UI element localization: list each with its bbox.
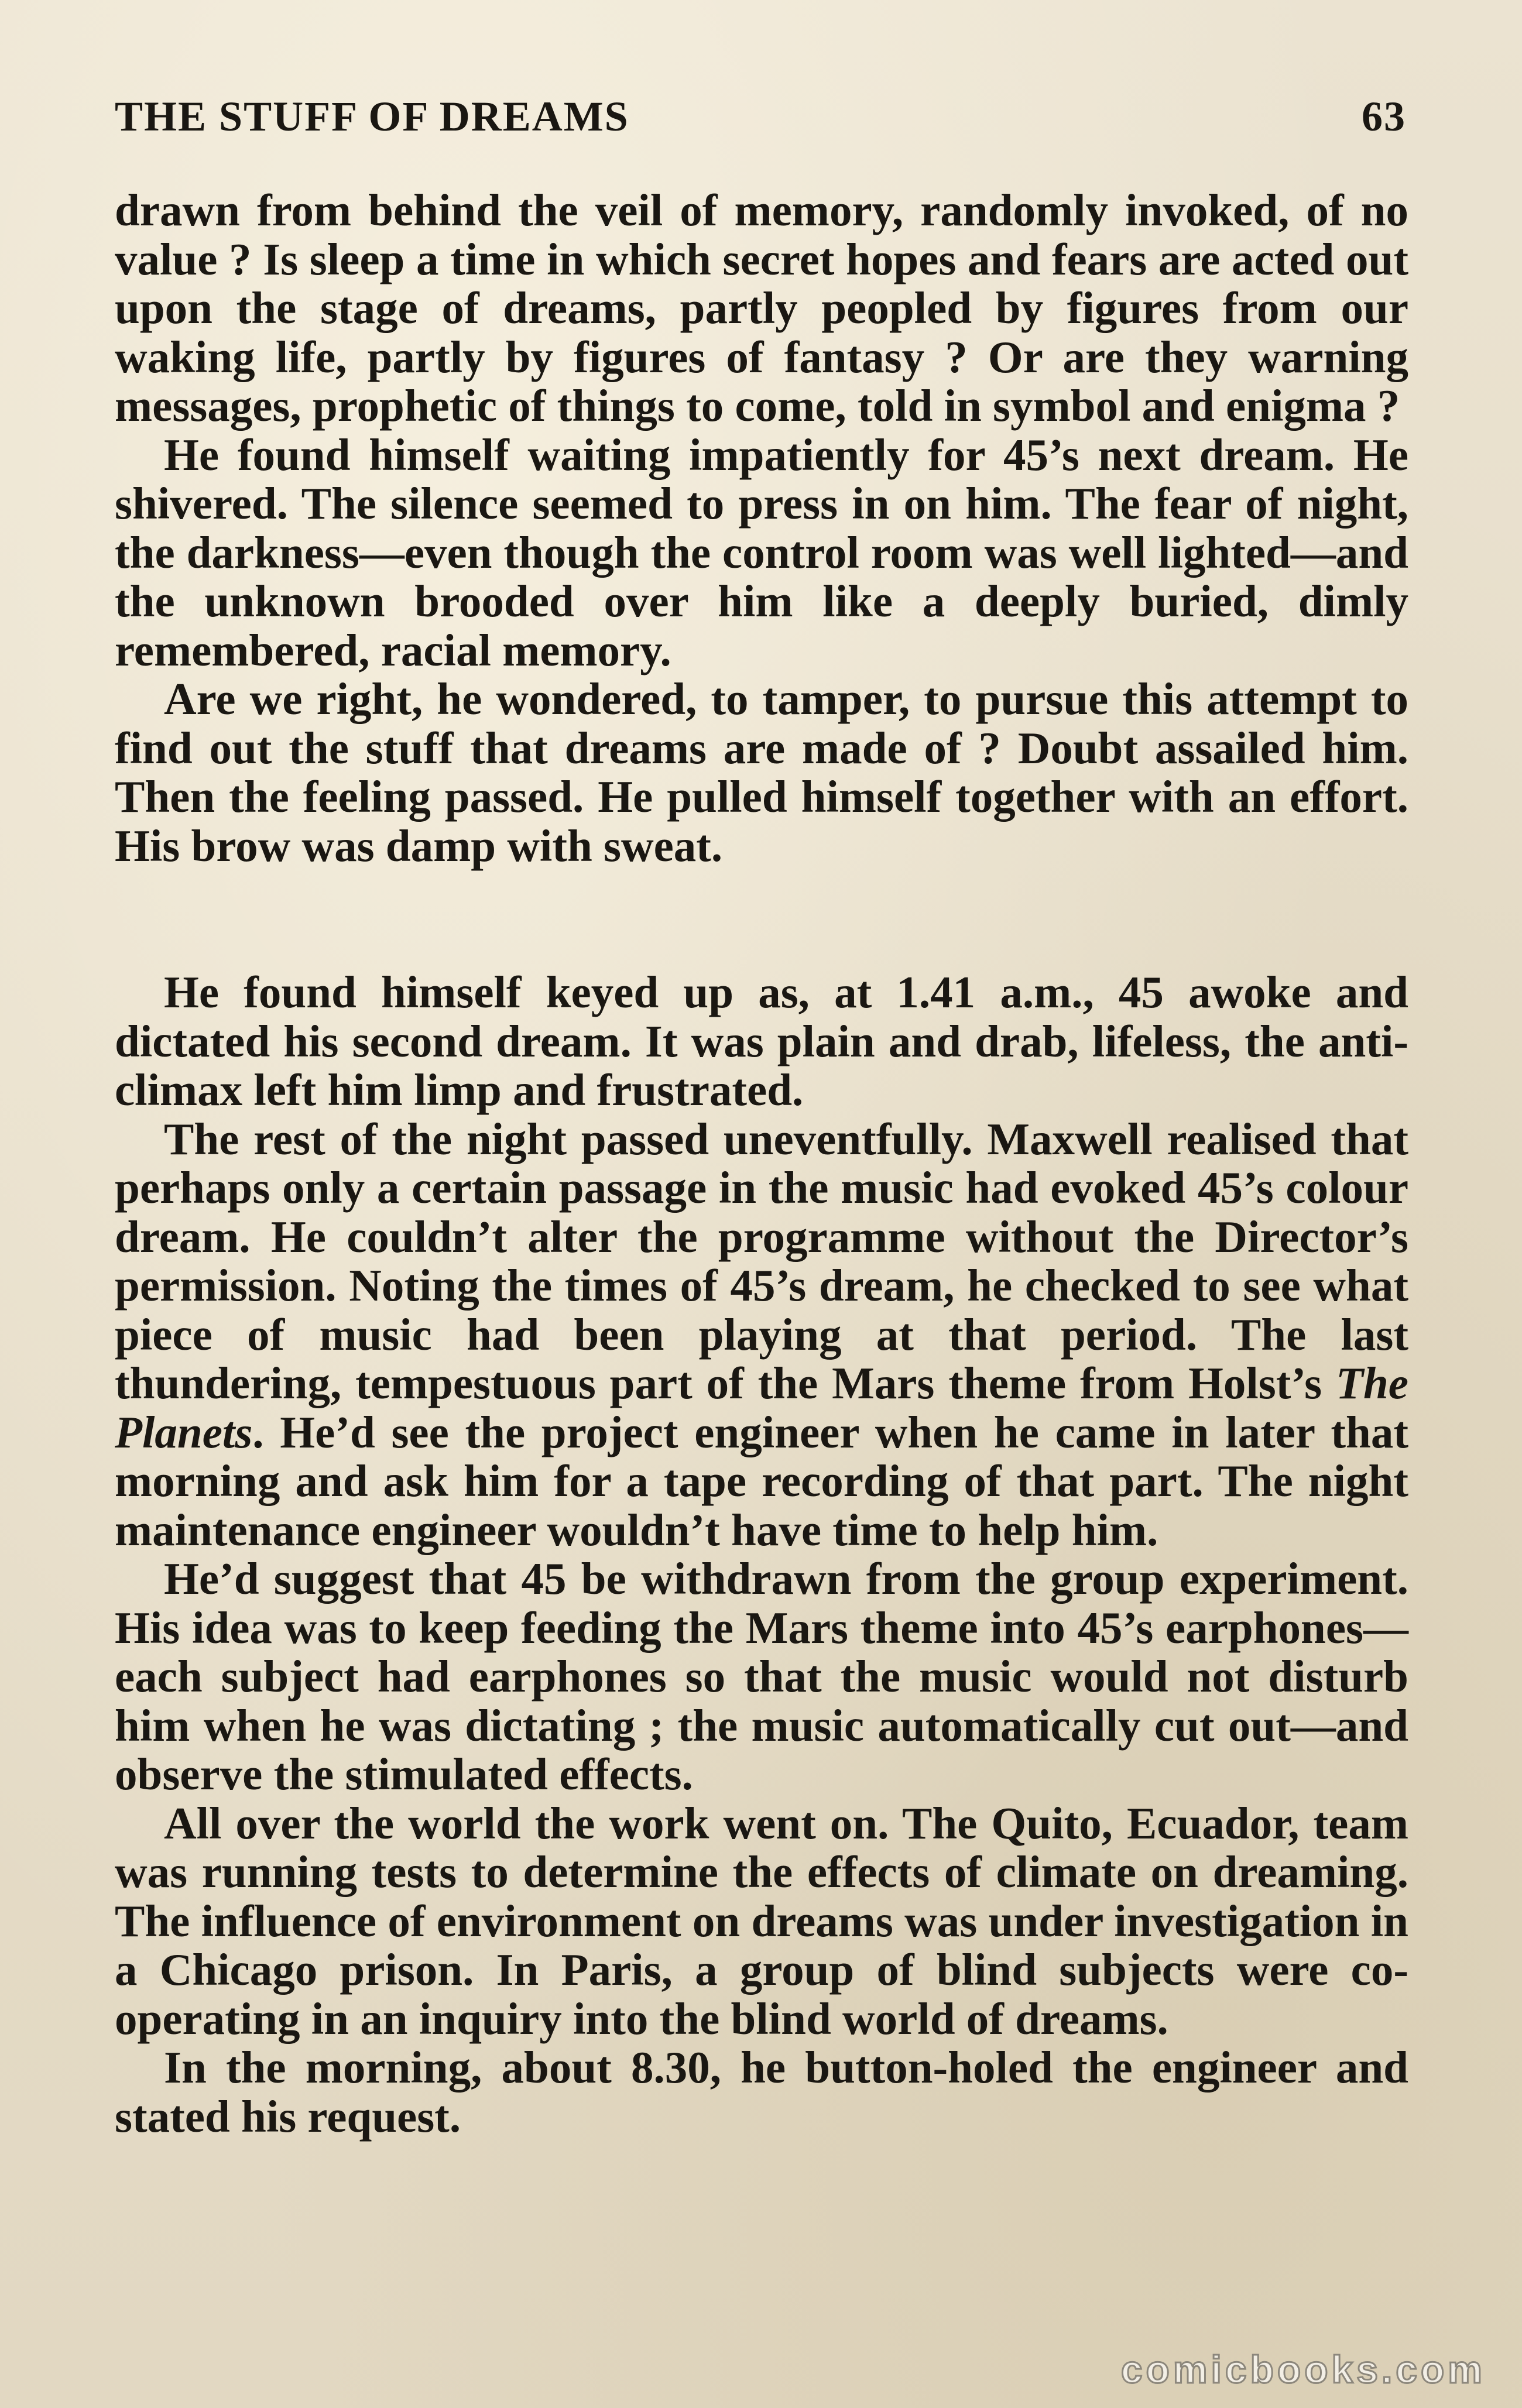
paragraph: drawn from behind the veil of memory, randomly invoked, of no value ? Is sleep a time in which secret hopes and fears are acted out upon the stage of dreams, partly peopled by figures from our waking life, partly by figures of fantasy ? Or are they warning messages, prophetic of things to come, told in symbol and enigma ?	[115, 185, 1408, 431]
paragraph: He found himself waiting impatiently for 45’s next dream. He shivered. The silence seemed to press in on him. The fear of night, the darkness—even though the control room was well lighted—and the unknown brooded over him like a deeply buried, dimly remembered, racial memory.	[115, 429, 1408, 675]
running-head: THE STUFF OF DREAMS	[115, 93, 629, 140]
paragraph: In the morning, about 8.30, he button-holed the engineer and stated his request.	[115, 2042, 1408, 2142]
watermark: comicbooks.com	[1120, 2348, 1486, 2391]
paragraph-text: . He’d see the project engineer when he came in later that morning and ask him for a tape recording of that part. The night maintenance engineer wouldn’t have time to help him.	[115, 1407, 1408, 1555]
body-text	[115, 186, 1408, 2141]
page-header	[115, 92, 1406, 157]
paragraph: All over the world the work went on. The Quito, Ecuador, team was running tests to determine the effects of climate on dreaming. The influence of environment on dreams was under investigation in a Chicago prison. In Paris, a group of blind subjects were co-operating in an inquiry into the blind world of dreams.	[115, 1798, 1408, 2044]
section-break	[115, 870, 1408, 968]
paragraph: He found himself keyed up as, at 1.41 a.m., 45 awoke and dictated his second dream. It was plain and drab, lifeless, the anti-climax left him limp and frustrated.	[115, 967, 1408, 1115]
paragraph-text: The rest of the night passed uneventfully. Maxwell realised that perhaps only a certain passage in the music had evoked 45’s colour dream. He couldn’t alter the programme without the Director’s permission. Noting the times of 45’s dream, he checked to see what piece of music had been playing at that period. The last thundering, tempestuous part of the Mars theme from Holst’s	[115, 1113, 1408, 1408]
paragraph: Are we right, he wondered, to tamper, to pursue this attempt to find out the stuff that dreams are made of ? Doubt assailed him. Then the feeling passed. He pulled himself together with an effort. His brow was damp with sweat.	[115, 674, 1408, 871]
paragraph	[115, 1115, 1408, 1555]
page-number: 63	[1362, 93, 1406, 140]
paragraph: He’d suggest that 45 be withdrawn from the group experiment. His idea was to keep feeding the Mars theme into 45’s earphones—each subject had earphones so that the music would not disturb him when he was dictating ; the music automatically cut out—and observe the stimulated effects.	[115, 1553, 1408, 1799]
book-title-italic: The Planets	[115, 1358, 1408, 1457]
